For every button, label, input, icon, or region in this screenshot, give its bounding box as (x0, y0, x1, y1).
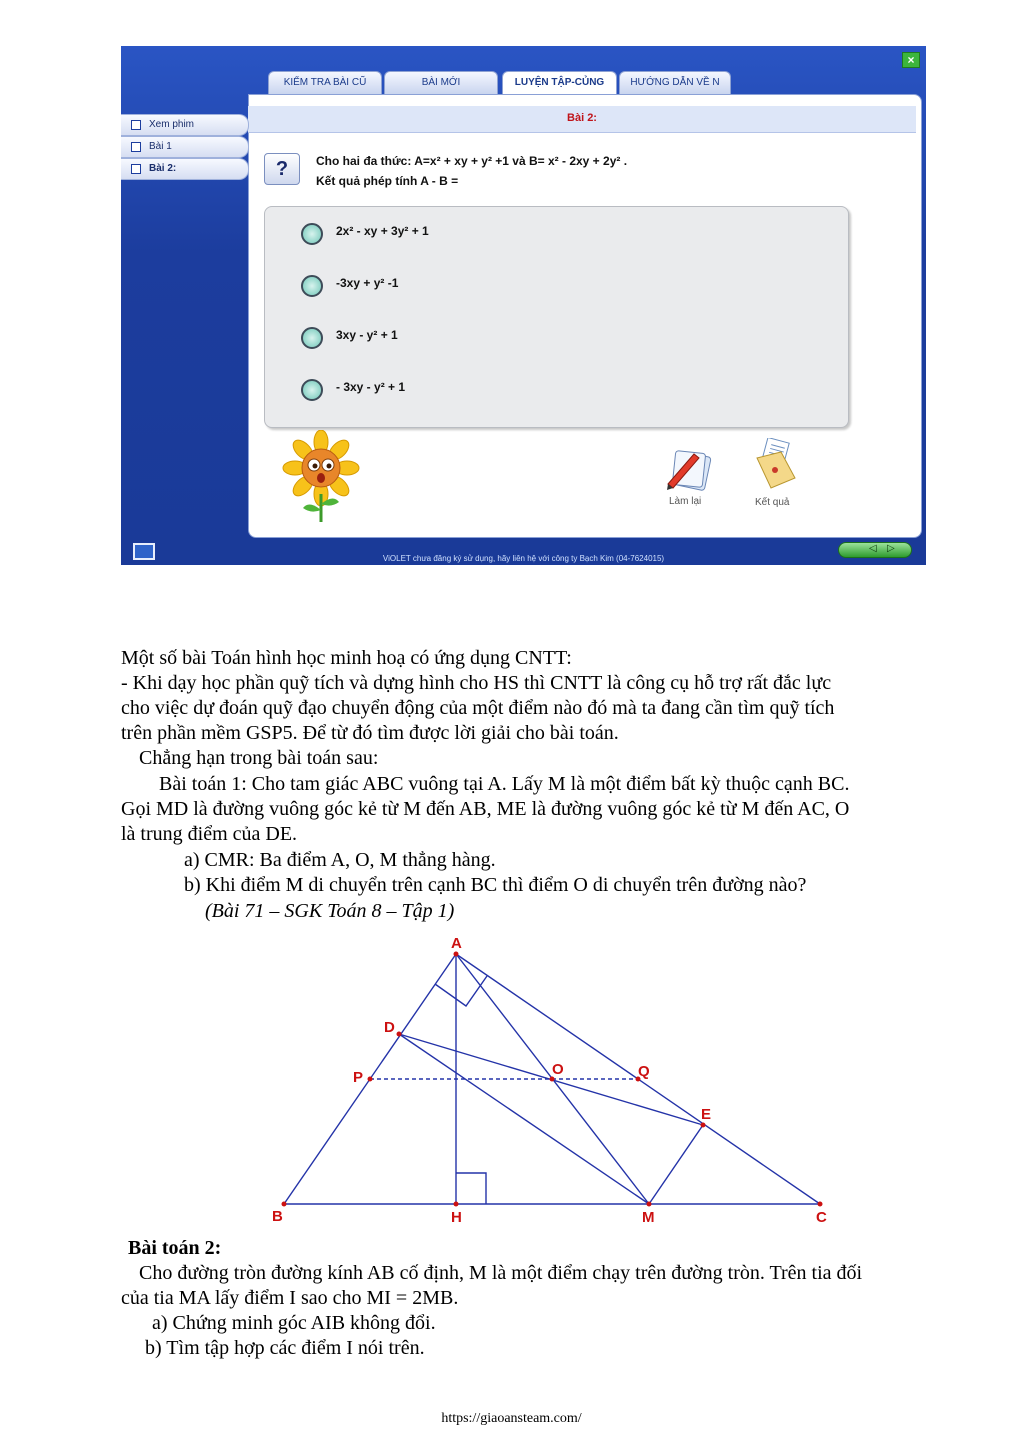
option-2-label[interactable]: -3xy + y² -1 (336, 276, 399, 290)
para1-line1: - Khi dạy học phần quỹ tích và dựng hình cho HS thì CNTT là công cụ hỗ trợ rất đắc lực (121, 672, 832, 694)
sidebar-item-label: Bài 1 (149, 141, 172, 152)
point-m (647, 1202, 652, 1207)
label-d: D (384, 1019, 395, 1036)
problem2-part-a: a) Chứng minh góc AIB không đổi. (152, 1312, 436, 1334)
result-envelope-icon[interactable] (751, 438, 801, 494)
problem1-line1: Bài toán 1: Cho tam giác ABC vuông tại A. Lấy M là một điểm bất kỳ thuộc cạnh BC. (159, 773, 850, 795)
problem2-line1: Cho đường tròn đường kính AB cố định, M là một điểm chạy trên đường tròn. Trên tia đối (139, 1262, 863, 1284)
result-label[interactable]: Kết quả (755, 497, 790, 508)
source-citation: (Bài 71 – SGK Toán 8 – Tập 1) (205, 900, 455, 922)
sidebar-item-xem-phim[interactable] (121, 114, 249, 136)
label-e: E (701, 1106, 712, 1123)
sidebar-item-label: Bài 2: (149, 163, 177, 174)
tab-kiem-tra-bai-cu[interactable]: KIỂM TRA BÀI CŨ (268, 71, 382, 94)
status-text: ViOLET chưa đăng ký sử dụng, hãy liên hệ với công ty Bạch Kim (04-7624015) (382, 554, 665, 563)
tab-luyen-tap-cung[interactable]: LUYỆN TẬP-CỦNG (502, 71, 617, 94)
next-arrow-icon[interactable]: ▷ (887, 543, 895, 554)
problem1-line2: Gọi MD là đường vuông góc kẻ từ M đến AB, ME là đường vuông góc kẻ từ M đến AC, O (121, 798, 850, 820)
label-o: O (552, 1061, 564, 1078)
intro-text: Một số bài Toán hình học minh hoạ có ứng dụng CNTT: (121, 647, 572, 669)
option-1-radio[interactable] (301, 223, 323, 245)
close-icon[interactable]: × (902, 52, 920, 68)
label-q: Q (638, 1063, 650, 1080)
right-angle-mark-h (456, 1173, 486, 1204)
app-screenshot (121, 46, 926, 565)
problem2-title: Bài toán 2: (128, 1237, 222, 1259)
square-bullet-icon (131, 164, 141, 174)
content-header-title: Bài 2: (567, 112, 597, 124)
tab-bai-moi[interactable]: BÀI MỚI (384, 71, 498, 94)
sunflower-mascot-icon (279, 430, 363, 526)
option-3-label[interactable]: 3xy - y² + 1 (336, 328, 398, 342)
point-e (701, 1123, 706, 1128)
tab-huong-dan[interactable]: HƯỚNG DẪN VỀ N (619, 71, 731, 94)
option-3-radio[interactable] (301, 327, 323, 349)
label-b: B (272, 1208, 283, 1225)
option-4-label[interactable]: - 3xy - y² + 1 (336, 380, 406, 394)
point-h (454, 1202, 459, 1207)
label-p: P (353, 1069, 364, 1086)
geometry-figure (260, 930, 840, 1230)
sidebar-item-bai-2[interactable] (121, 158, 249, 180)
content-header (248, 106, 916, 133)
redo-notebook-icon[interactable] (664, 444, 716, 494)
segment-md (399, 1034, 649, 1204)
option-2-radio[interactable] (301, 275, 323, 297)
prev-arrow-icon[interactable]: ◁ (869, 543, 877, 554)
example-text: Chẳng hạn trong bài toán sau: (139, 747, 379, 769)
answers-box (264, 206, 849, 428)
para1-line3: trên phần mềm GSP5. Để từ đó tìm được lời giải cho bài toán. (121, 722, 619, 744)
problem2-part-b: b) Tìm tập hợp các điểm I nói trên. (145, 1337, 425, 1359)
point-p (368, 1077, 373, 1082)
point-d (397, 1032, 402, 1037)
point-c (818, 1202, 823, 1207)
navigation-buttons[interactable] (838, 542, 912, 558)
square-bullet-icon (131, 120, 141, 130)
option-1-label[interactable]: 2x² - xy + 3y² + 1 (336, 224, 429, 238)
question-line-2: Kết quả phép tính A - B = (316, 174, 459, 188)
problem1-line3: là trung điểm của DE. (121, 823, 298, 845)
problem2-line2: của tia MA lấy điểm I sao cho MI = 2MB. (121, 1287, 459, 1309)
question-icon: ? (264, 153, 300, 185)
problem1-part-b: b) Khi điểm M di chuyển trên cạnh BC thì điểm O di chuyển trên đường nào? (184, 874, 807, 896)
label-a: A (451, 935, 462, 952)
point-a (454, 952, 459, 957)
label-c: C (816, 1209, 827, 1226)
footer-url[interactable]: https://giaoansteam.com/ (441, 1411, 582, 1426)
problem1-part-a: a) CMR: Ba điểm A, O, M thẳng hàng. (184, 849, 496, 871)
segment-me (649, 1125, 703, 1204)
right-angle-mark-a (435, 976, 487, 1006)
square-bullet-icon (131, 142, 141, 152)
sidebar-item-label: Xem phim (149, 119, 195, 130)
question-line-1: Cho hai đa thức: A=x² + xy + y² +1 và B= x² - 2xy + 2y² . (316, 154, 628, 168)
label-m: M (642, 1209, 655, 1226)
option-4-radio[interactable] (301, 379, 323, 401)
label-h: H (451, 1209, 462, 1226)
para1-line2: cho việc dự đoán quỹ đạo chuyển động của một điểm nào đó mà ta đang cần tìm quỹ tích (121, 697, 835, 719)
sidebar-item-bai-1[interactable] (121, 136, 249, 158)
redo-label[interactable]: Làm lại (669, 496, 702, 507)
point-b (282, 1202, 287, 1207)
